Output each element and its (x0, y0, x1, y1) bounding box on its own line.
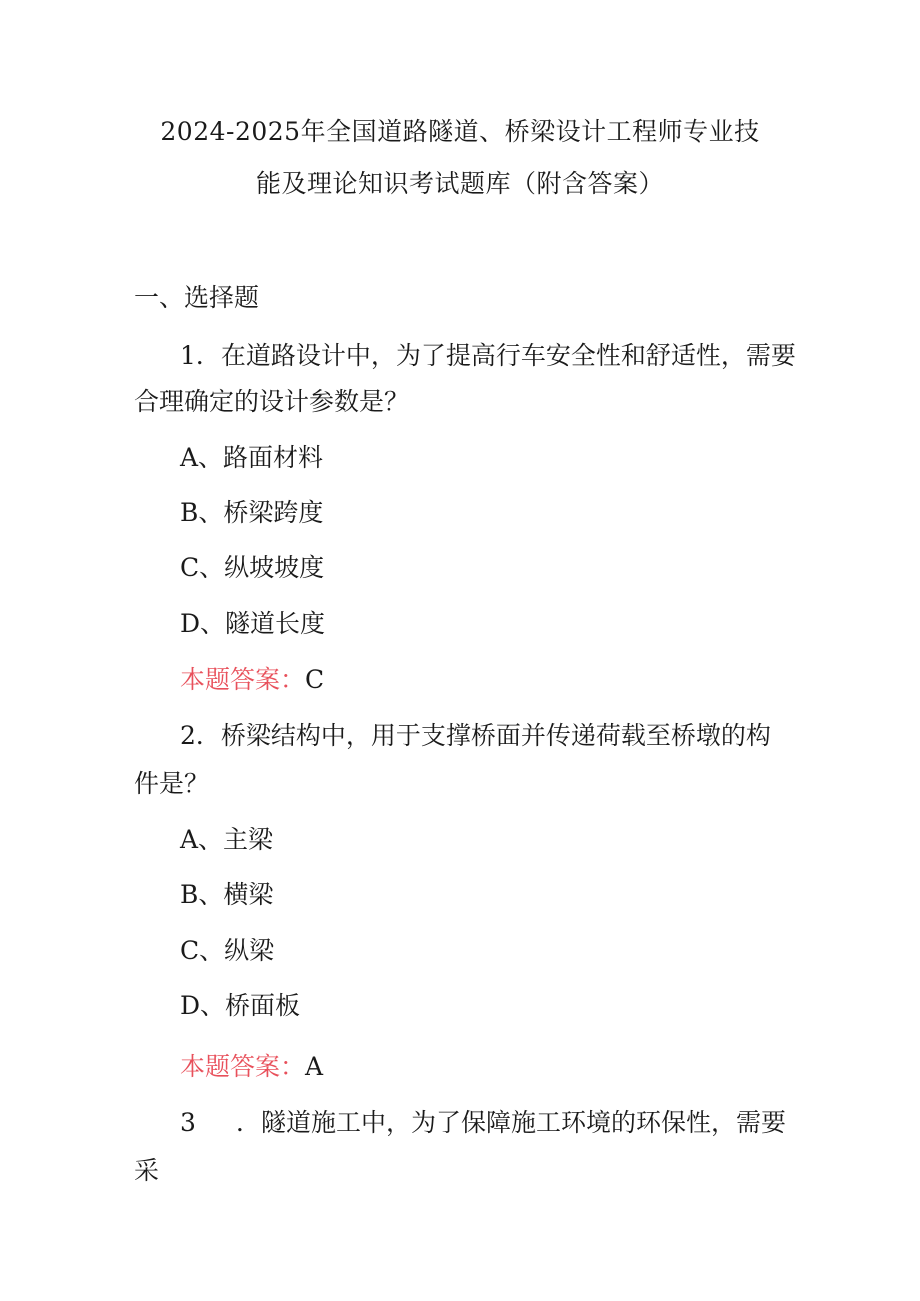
question-2-option-d: D、桥面板 (180, 991, 301, 1020)
question-2-stem-continued: 件是？ (134, 769, 210, 798)
document-title-line-2: 能及理论知识考试题库（附含答案） (255, 169, 664, 198)
question-2-option-b: B、横梁 (180, 880, 274, 909)
question-2-number: 2 (180, 721, 196, 750)
question-3-stem-continued: 采 (134, 1156, 160, 1185)
question-1-text: ．在道路设计中，为了提高行车安全性和舒适性，需要 (195, 341, 796, 370)
answer-label: 本题答案： (180, 665, 306, 694)
question-2-answer-value: A (305, 1052, 324, 1081)
document-title-line-1: 2024-2025年全国道路隧道、桥梁设计工程师专业技 (160, 117, 760, 146)
question-1-option-d: D、隧道长度 (180, 609, 326, 638)
question-2-option-a: A、主梁 (180, 825, 274, 854)
section-heading: 一、选择题 (134, 283, 260, 312)
question-1-number: 1 (180, 341, 196, 370)
question-3-text: ．隧道施工中，为了保障施工环境的环保性，需要 (236, 1108, 787, 1137)
question-3-stem (180, 1107, 786, 1139)
question-2-stem (180, 720, 771, 752)
question-1-stem (180, 340, 796, 372)
question-1-answer-value: C (305, 665, 325, 694)
question-2-option-c: C、纵梁 (180, 936, 275, 965)
question-1-stem-continued: 合理确定的设计参数是？ (134, 387, 410, 416)
question-3-number: 3 (180, 1108, 196, 1137)
question-1-answer (180, 664, 324, 696)
question-2-text: ．桥梁结构中，用于支撑桥面并传递荷载至桥墩的构 (195, 721, 771, 750)
answer-label: 本题答案： (180, 1052, 306, 1081)
question-1-option-c: C、纵坡坡度 (180, 553, 325, 582)
question-1-option-b: B、桥梁跨度 (180, 498, 324, 527)
question-2-answer (180, 1051, 323, 1083)
question-1-option-a: A、路面材料 (180, 443, 324, 472)
